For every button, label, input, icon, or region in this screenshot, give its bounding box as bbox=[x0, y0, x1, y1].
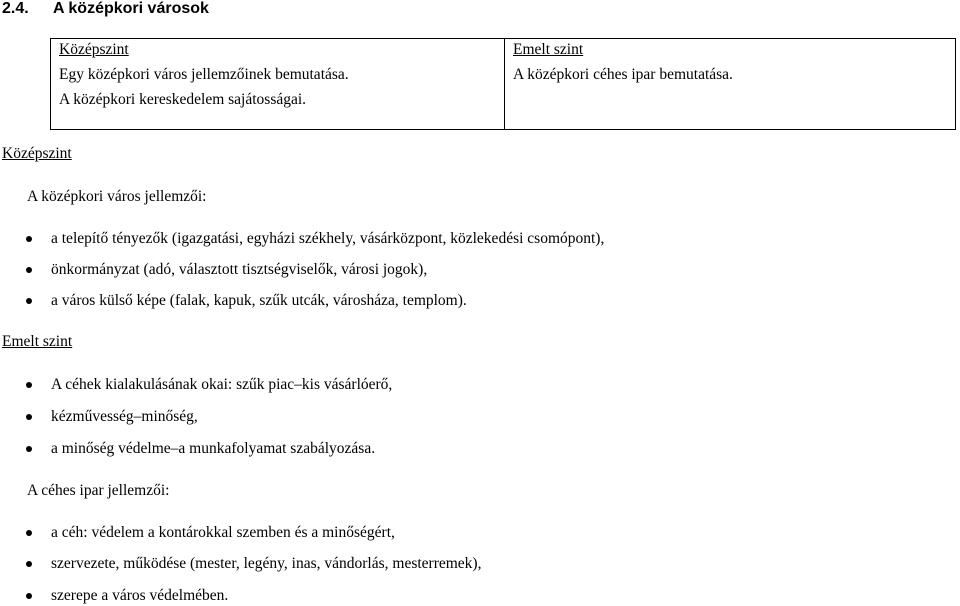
bullet-icon bbox=[26, 530, 32, 536]
bullet-icon bbox=[26, 593, 32, 599]
bullet-icon bbox=[26, 298, 32, 304]
section-number: 2.4. bbox=[2, 0, 29, 17]
list-item-text: a minőség védelme–a munkafolyamat szabályozása. bbox=[51, 440, 376, 457]
table-header-emelt: Emelt szint bbox=[513, 41, 584, 58]
table-divider bbox=[504, 39, 505, 129]
kozepszint-label: Középszint bbox=[2, 145, 72, 162]
section-title: A középkori városok bbox=[53, 0, 209, 17]
emelt-label: Emelt szint bbox=[2, 333, 73, 350]
table-header-kozepszint: Középszint bbox=[59, 41, 129, 58]
bullet-icon bbox=[26, 267, 32, 273]
list-item-text: a céh: védelem a kontárokkal szemben és a minőségért, bbox=[51, 524, 395, 541]
table-line: A középkori céhes ipar bemutatása. bbox=[513, 66, 733, 83]
list-item-text: önkormányzat (adó, választott tisztségviselők, városi jogok), bbox=[51, 261, 428, 278]
list-item-text: szervezete, működése (mester, legény, inas, vándorlás, mesterremek), bbox=[51, 555, 482, 572]
kozepszint-intro: A középkori város jellemzői: bbox=[27, 188, 207, 205]
requirements-table bbox=[50, 38, 956, 130]
bullet-icon bbox=[26, 236, 32, 242]
list-item-text: kézművesség–minőség, bbox=[51, 408, 198, 425]
bullet-icon bbox=[26, 414, 32, 420]
table-line: A középkori kereskedelem sajátosságai. bbox=[59, 91, 307, 108]
list-item-text: szerepe a város védelmében. bbox=[51, 587, 229, 604]
bullet-icon bbox=[26, 382, 32, 388]
list-item-text: a telepítő tényezők (igazgatási, egyházi székhely, vásárközpont, közlekedési csomópont), bbox=[51, 230, 605, 247]
bullet-icon bbox=[26, 446, 32, 452]
table-line: Egy középkori város jellemzőinek bemutatása. bbox=[59, 66, 349, 83]
emelt-intro: A céhes ipar jellemzői: bbox=[27, 482, 170, 499]
list-item-text: a város külső képe (falak, kapuk, szűk utcák, városháza, templom). bbox=[51, 292, 467, 309]
bullet-icon bbox=[26, 561, 32, 567]
list-item-text: A céhek kialakulásának okai: szűk piac–kis vásárlóerő, bbox=[51, 376, 393, 393]
